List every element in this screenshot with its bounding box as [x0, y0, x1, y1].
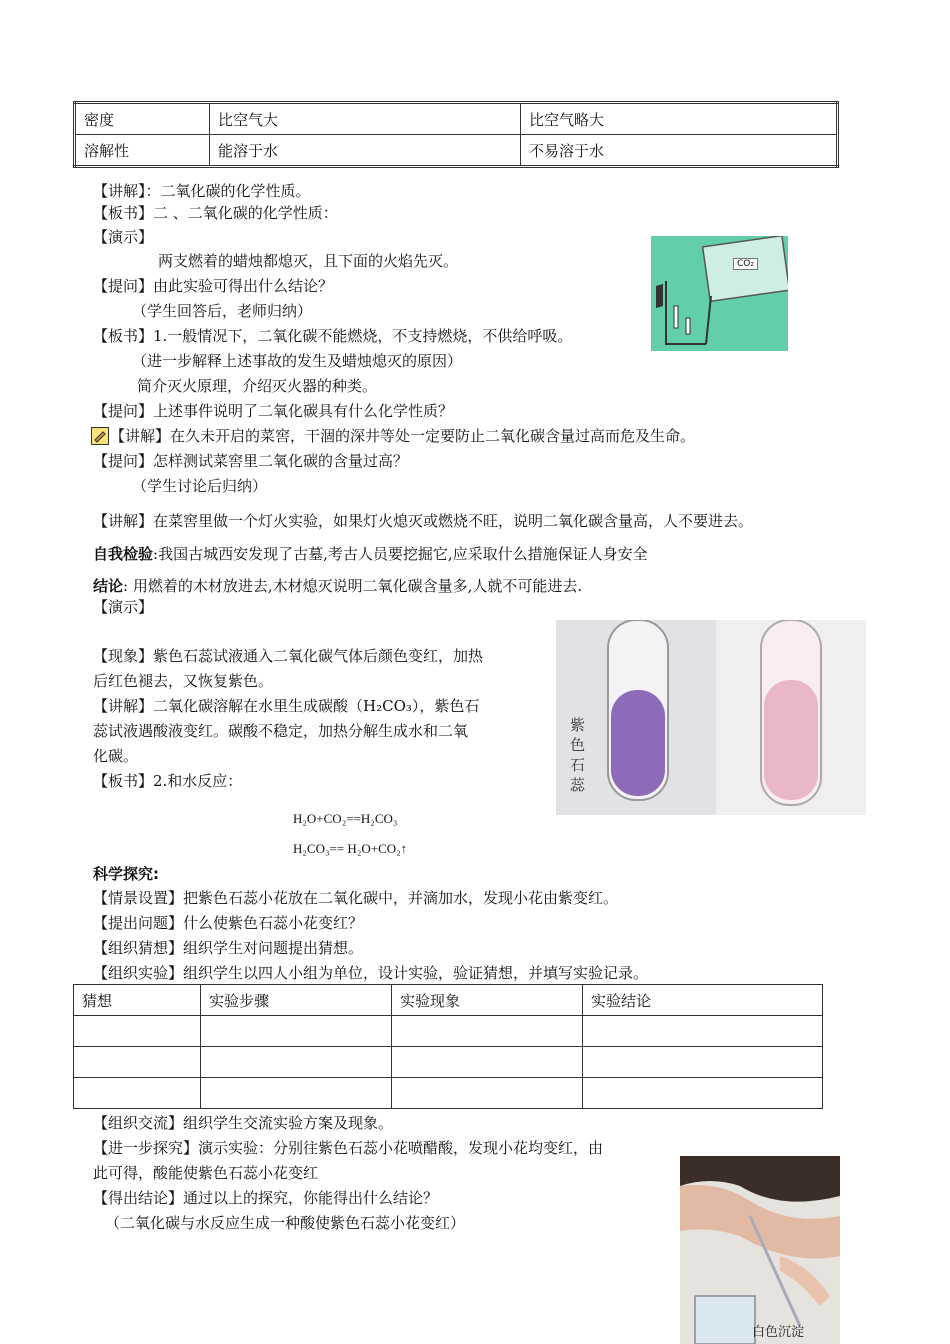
- text-line: [93, 575, 582, 597]
- blowing-experiment-image: [680, 1156, 840, 1344]
- text-line: 【讲解】在久未开启的菜窖，干涸的深井等处一定要防止二氧化碳含量过高而危及生命。: [110, 427, 696, 445]
- table-cell[interactable]: [583, 1078, 823, 1109]
- table-header: 猜想: [74, 985, 201, 1016]
- text-line: 蕊试液遇酸液变红。碳酸不稳定，加热分解生成水和二氧: [93, 722, 469, 740]
- label-self-check: 自我检验: [93, 545, 154, 563]
- record-table: [73, 984, 823, 1109]
- table-cell: 比空气略大: [521, 103, 838, 135]
- table-row: [74, 1047, 823, 1078]
- text-line: 【提问】怎样测试菜窖里二氧化碳的含量过高？: [93, 452, 409, 470]
- text-line: 【现象】紫色石蕊试液通入二氧化碳气体后颜色变红，加热: [93, 647, 484, 665]
- text-line: [93, 543, 648, 565]
- text-line: 【得出结论】通过以上的探究，你能得出什么结论？: [93, 1189, 439, 1207]
- text-line: 【进一步探究】演示实验：分别往紫色石蕊小花喷醋酸，发现小花均变红，由: [93, 1139, 604, 1157]
- conclusion-text: : 用燃着的木材放进去,木材熄灭说明二氧化碳含量多,人就不可能进去.: [123, 577, 583, 595]
- text-line: 简介灭火原理，介绍灭火器的种类。: [137, 377, 378, 395]
- text-line: 两支燃着的蜡烛都熄灭，且下面的火焰先灭。: [158, 252, 459, 270]
- table-cell[interactable]: [74, 1078, 201, 1109]
- litmus-label: 紫色石蕊: [570, 716, 586, 794]
- litmus-tubes-image: [556, 620, 866, 815]
- section-heading: 科学探究:: [93, 865, 159, 883]
- text-line: 后红色褪去，又恢复紫色。: [93, 672, 274, 690]
- text-line: 【讲解】在菜窖里做一个灯火实验，如果灯火熄灭或燃烧不旺，说明二氧化碳含量高，人不要进去。: [93, 512, 754, 530]
- property-table: [73, 101, 839, 168]
- text-line: 【组织猜想】组织学生对问题提出猜想。: [93, 939, 364, 957]
- table-row: [75, 103, 838, 135]
- table-cell: 比空气大: [210, 103, 521, 135]
- label-conclusion: 结论: [93, 577, 124, 595]
- text-line: 【情景设置】把紫色石蕊小花放在二氧化碳中，并滴加水，发现小花由紫变红。: [93, 889, 619, 907]
- co2-label: CO₂: [733, 258, 758, 270]
- equation-2: H₂CO₃== H₂O+CO₂↑: [293, 841, 408, 856]
- text-line: 【讲解】：二氧化碳的化学性质。: [93, 182, 311, 200]
- text-line: （学生回答后，老师归纳）: [132, 302, 313, 320]
- text-line: 【板书】1.一般情况下，二氧化碳不能燃烧，不支持燃烧，不供给呼吸。: [93, 327, 573, 345]
- table-cell[interactable]: [392, 1016, 583, 1047]
- table-cell[interactable]: [583, 1016, 823, 1047]
- text-line: 【演示】: [93, 598, 154, 616]
- candle-experiment-image: [651, 236, 788, 351]
- table-header-row: [74, 985, 823, 1016]
- text-line: 此可得，酸能使紫色石蕊小花变红: [93, 1164, 319, 1182]
- table-cell[interactable]: [74, 1016, 201, 1047]
- pencil-icon: [91, 427, 109, 445]
- text-line: 【提出问题】什么使紫色石蕊小花变红？: [93, 914, 364, 932]
- text-line: （学生讨论后归纳）: [132, 477, 268, 495]
- table-cell: 溶解性: [75, 135, 210, 167]
- equation-1: H₂O+CO₂==H₂CO₃: [293, 811, 398, 826]
- text-line: 化碳。: [93, 747, 139, 765]
- table-cell: 不易溶于水: [521, 135, 838, 167]
- table-cell[interactable]: [583, 1047, 823, 1078]
- text-line: （二氧化碳与水反应生成一种酸使紫色石蕊小花变红）: [105, 1214, 466, 1232]
- text-line: 【板书】2.和水反应：: [93, 772, 243, 790]
- table-header: 实验现象: [392, 985, 583, 1016]
- text-line: 【组织实验】组织学生以四人小组为单位，设计实验，验证猜想，并填写实验记录。: [93, 964, 649, 982]
- text-line: （进一步解释上述事故的发生及蜡烛熄灭的原因）: [132, 352, 463, 370]
- table-cell: 能溶于水: [210, 135, 521, 167]
- table-cell[interactable]: [392, 1047, 583, 1078]
- table-row: [74, 1078, 823, 1109]
- table-cell[interactable]: [201, 1016, 392, 1047]
- table-header: 实验步骤: [201, 985, 392, 1016]
- text-line: 【提问】上述事件说明了二氧化碳具有什么化学性质？: [93, 402, 454, 420]
- text-line: 【板书】二 、二氧化碳的化学性质：: [93, 204, 338, 222]
- text-line: 【演示】: [93, 228, 154, 246]
- self-check-text: :我国古城西安发现了古墓,考古人员要挖掘它,应采取什么措施保证人身安全: [153, 545, 648, 563]
- text-line: 【提问】由此实验可得出什么结论？: [93, 277, 334, 295]
- table-header: 实验结论: [583, 985, 823, 1016]
- precipitate-label: 白色沉淀: [752, 1325, 805, 1340]
- table-row: [75, 135, 838, 167]
- table-cell: 密度: [75, 103, 210, 135]
- table-cell[interactable]: [74, 1047, 201, 1078]
- table-row: [74, 1016, 823, 1047]
- table-cell[interactable]: [392, 1078, 583, 1109]
- table-cell[interactable]: [201, 1047, 392, 1078]
- text-line: 【组织交流】组织学生交流实验方案及现象。: [93, 1114, 394, 1132]
- table-cell[interactable]: [201, 1078, 392, 1109]
- text-line: 【讲解】二氧化碳溶解在水里生成碳酸（H₂CO₃），紫色石: [93, 697, 480, 715]
